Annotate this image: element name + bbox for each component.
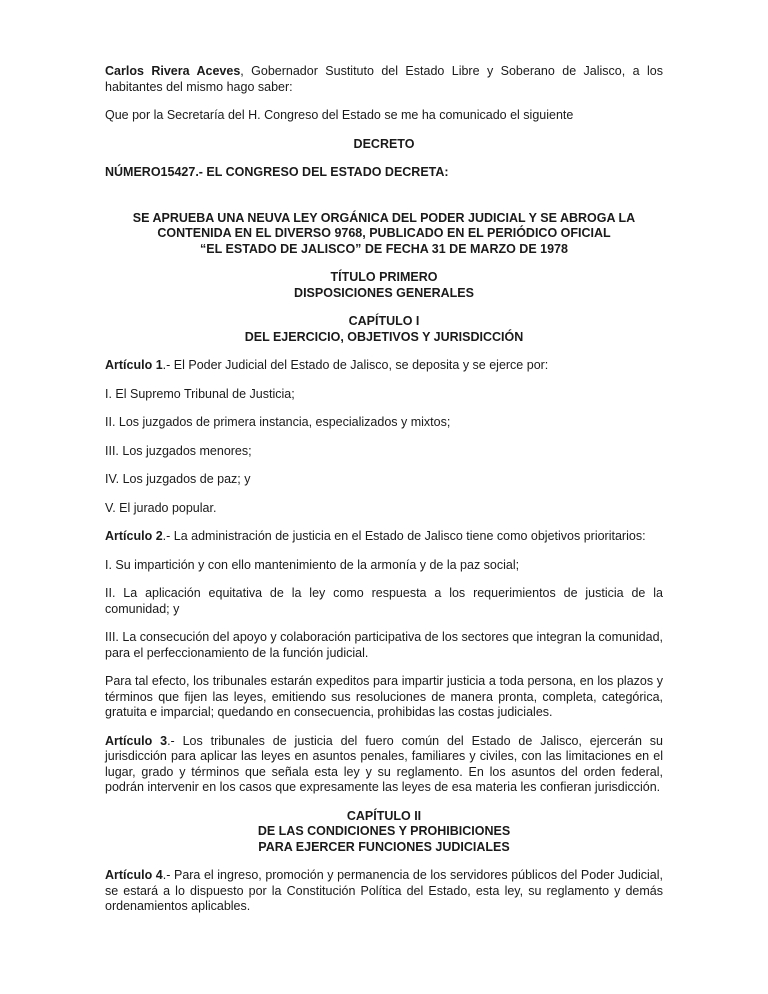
approval-heading-line-3: “EL ESTADO DE JALISCO” DE FECHA 31 DE MARZO DE 1978 <box>200 241 568 256</box>
articulo-1-label: Artículo 1 <box>105 358 163 372</box>
articulo-2-fraccion-3: III. La consecución del apoyo y colaboración participativa de los sectores que integran la comunidad, para el perfeccionamiento de la función judicial. <box>105 630 663 660</box>
articulo-1-paragraph <box>105 358 663 374</box>
articulo-2-label: Artículo 2 <box>105 529 163 543</box>
capitulo-ii-line-2: DE LAS CONDICIONES Y PROHIBICIONES <box>257 824 511 838</box>
articulo-2-fraccion-2: II. La aplicación equitativa de la ley como respuesta a los requerimientos de justicia de la comunidad; y <box>105 586 663 616</box>
articulo-1-fraccion-4: IV. Los juzgados de paz; y <box>105 472 251 486</box>
notice-paragraph: Que por la Secretaría del H. Congreso del Estado se me ha comunicado el siguiente <box>105 108 574 122</box>
approval-heading-line-1: SE APRUEBA UNA NEUVA LEY ORGÁNICA DEL PODER JUDICIAL Y SE ABROGA LA <box>132 210 636 225</box>
governor-name: Carlos Rivera Aceves <box>105 64 241 78</box>
approval-heading-line-2: CONTENIDA EN EL DIVERSO 9768, PUBLICADO EN EL PERIÓDICO OFICIAL <box>157 226 611 240</box>
articulo-1-text: .- El Poder Judicial del Estado de Jalisco, se deposita y se ejerce por: <box>162 358 549 372</box>
articulo-3-paragraph <box>105 734 663 796</box>
articulo-3-label: Artículo 3 <box>105 733 168 748</box>
articulo-2-paragraph <box>105 529 663 545</box>
articulo-4-paragraph <box>105 868 663 915</box>
articulo-2-fraccion-1: I. Su impartición y con ello mantenimiento de la armonía y de la paz social; <box>105 557 520 572</box>
approval-heading <box>105 211 663 258</box>
articulo-1-fraccion-5: V. El jurado popular. <box>105 500 217 515</box>
capitulo-i-line-2: DEL EJERCICIO, OBJETIVOS Y JURISDICCIÓN <box>244 329 524 344</box>
articulo-1-fraccion-1: I. El Supremo Tribunal de Justicia; <box>105 386 295 401</box>
decreto-title: DECRETO <box>353 136 415 151</box>
capitulo-i-heading <box>105 314 663 345</box>
articulo-4-text: .- Para el ingreso, promoción y permanencia de los servidores públicos del Poder Judicial, se estará a lo dispuesto por la Constitución Política del Estado, esta ley, su reglamento y demás ordenamientos aplicables. <box>105 868 663 913</box>
capitulo-ii-heading <box>105 809 663 856</box>
capitulo-i-line-1: CAPÍTULO I <box>348 314 420 328</box>
decree-number-line: NÚMERO15427.- EL CONGRESO DEL ESTADO DECRETA: <box>105 165 449 179</box>
capitulo-ii-line-3: PARA EJERCER FUNCIONES JUDICIALES <box>258 839 510 854</box>
intro-paragraph <box>105 64 663 95</box>
titulo-primero-line-2: DISPOSICIONES GENERALES <box>294 285 474 300</box>
articulo-1-fraccion-3: III. Los juzgados menores; <box>105 443 252 458</box>
capitulo-ii-line-1: CAPÍTULO II <box>346 808 422 823</box>
intro-paragraph-text: , Gobernador Sustituto del Estado Libre y Soberano de Jalisco, a los habitantes del mismo hago saber: <box>105 64 663 94</box>
titulo-primero-line-1: TÍTULO PRIMERO <box>330 270 438 284</box>
articulo-1-fraccion-2: II. Los juzgados de primera instancia, especializados y mixtos; <box>105 415 451 429</box>
articulo-4-label: Artículo 4 <box>105 868 163 882</box>
articulo-2-text: .- La administración de justicia en el Estado de Jalisco tiene como objetivos prioritarios: <box>162 529 646 543</box>
titulo-primero-heading <box>105 270 663 301</box>
para-tal-efecto-paragraph: Para tal efecto, los tribunales estarán expeditos para impartir justicia a toda persona, en los plazos y términos que fijen las leyes, emitiendo sus resoluciones de manera pronta, completa, categórica, gratuita e imparcial; quedando en consecuencia, prohibidas las costas judiciales. <box>105 674 663 719</box>
articulo-3-text: .- Los tribunales de justicia del fuero común del Estado de Jalisco, ejercerán su jurisdicción para aplicar las leyes en asuntos penales, familiares y civiles, con las limitaciones en el lugar, grado y términos que señala esta ley y su reglamento. En los asuntos del orden federal, podrán intervenir en los casos que expresamente las leyes de esa materia les confieran jurisdicción. <box>105 733 663 794</box>
